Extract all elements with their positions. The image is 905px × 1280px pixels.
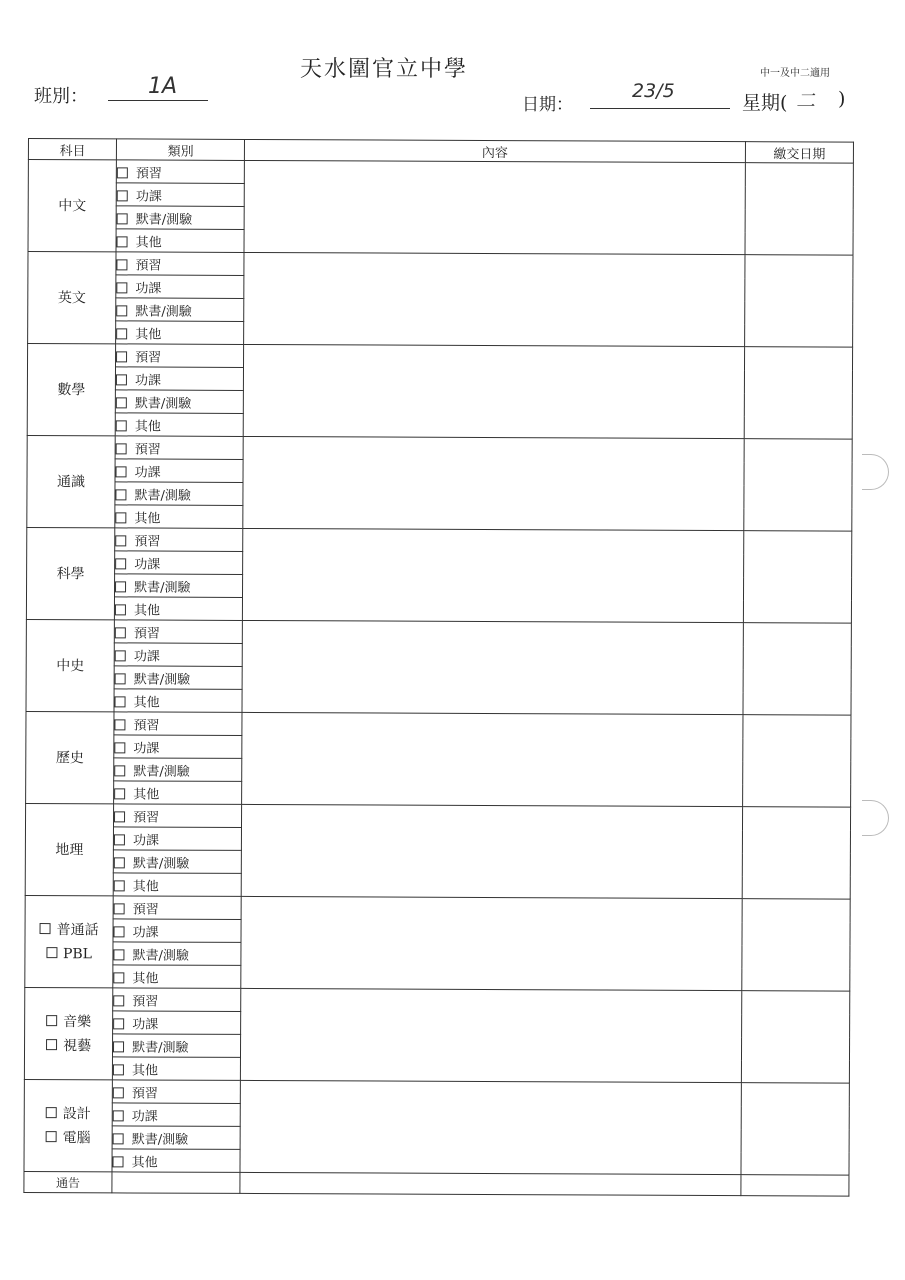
type-label: 功課	[132, 924, 159, 941]
type-label: 預習	[134, 441, 161, 458]
type-label: 預習	[134, 533, 161, 550]
type-label: 默書/測驗	[133, 763, 190, 780]
checkbox-icon[interactable]	[114, 834, 125, 845]
type-label: 其他	[134, 602, 161, 619]
punch-hole	[862, 454, 889, 490]
checkbox-icon[interactable]	[114, 857, 125, 868]
type-label: 其他	[135, 234, 162, 251]
subject-name: 設計	[62, 1105, 91, 1122]
due-date-cell[interactable]	[743, 531, 852, 623]
subject-name: 通識	[57, 473, 86, 490]
subject-cell	[26, 527, 114, 619]
subject-cell	[27, 344, 115, 436]
checkbox-icon[interactable]	[116, 420, 127, 431]
type-label: 其他	[133, 786, 160, 803]
content-cell[interactable]	[241, 804, 742, 898]
type-label: 默書/測驗	[135, 211, 193, 228]
type-option[interactable]	[115, 413, 243, 437]
notice-content-cell[interactable]	[240, 1172, 741, 1195]
due-date-cell[interactable]	[744, 347, 853, 439]
checkbox-icon[interactable]	[46, 1015, 57, 1026]
type-label: 其他	[131, 1062, 159, 1079]
subject-name: 英文	[57, 289, 86, 306]
type-label: 默書/測驗	[131, 1131, 189, 1148]
subject-cell	[26, 711, 114, 803]
content-cell[interactable]	[241, 896, 742, 990]
type-option[interactable]	[116, 321, 244, 345]
due-date-cell[interactable]	[741, 1083, 850, 1175]
checkbox-icon[interactable]	[113, 1110, 124, 1121]
type-option[interactable]	[114, 643, 242, 667]
date-underline	[590, 108, 730, 109]
type-option[interactable]	[115, 574, 243, 598]
type-option[interactable]	[114, 597, 242, 621]
type-option[interactable]	[113, 1034, 241, 1058]
notice-row	[24, 1171, 849, 1196]
type-label: 默書/測驗	[135, 303, 192, 320]
type-option[interactable]	[112, 1149, 240, 1173]
type-option[interactable]	[115, 390, 243, 414]
due-date-cell[interactable]	[742, 715, 851, 807]
checkbox-icon[interactable]	[116, 328, 127, 339]
due-date-cell[interactable]	[742, 899, 851, 991]
type-label: 默書/測驗	[132, 1039, 189, 1056]
content-cell[interactable]	[243, 344, 744, 438]
due-date-cell[interactable]	[743, 623, 852, 715]
type-label: 其他	[135, 326, 162, 343]
subject-cell[interactable]	[24, 987, 112, 1079]
type-option[interactable]	[113, 850, 241, 874]
type-label: 預習	[132, 901, 159, 918]
checkbox-icon[interactable]	[116, 443, 127, 454]
class-value[interactable]: 1A	[148, 74, 178, 99]
subject-name: PBL	[62, 945, 93, 962]
checkbox-icon[interactable]	[114, 788, 125, 799]
checkbox-icon[interactable]	[115, 673, 126, 684]
subject-label	[25, 917, 112, 941]
type-option[interactable]	[112, 1057, 240, 1081]
content-cell[interactable]	[241, 988, 742, 1082]
subject-cell	[28, 160, 116, 252]
subject-label	[26, 745, 113, 769]
subject-name: 電腦	[62, 1129, 91, 1146]
type-label: 默書/測驗	[133, 671, 191, 688]
type-label: 其他	[131, 1154, 158, 1171]
subject-label	[28, 286, 115, 310]
type-option[interactable]	[112, 1080, 240, 1104]
checkbox-icon[interactable]	[115, 535, 126, 546]
type-option[interactable]	[115, 528, 243, 552]
type-option[interactable]	[113, 896, 241, 920]
type-option[interactable]	[114, 804, 242, 828]
class-label: 班別：	[34, 86, 88, 107]
type-option[interactable]	[115, 436, 243, 460]
checkbox-icon[interactable]	[113, 1156, 124, 1167]
checkbox-icon[interactable]	[114, 903, 125, 914]
checkbox-icon[interactable]	[115, 512, 126, 523]
subject-label	[25, 941, 112, 965]
checkbox-icon[interactable]	[116, 466, 127, 477]
checkbox-icon[interactable]	[115, 650, 126, 661]
type-label: 功課	[132, 1016, 159, 1033]
header-due-date: 繳交日期	[745, 142, 853, 163]
checkbox-icon[interactable]	[116, 489, 127, 500]
type-option[interactable]	[114, 712, 242, 736]
subject-label	[25, 1101, 112, 1125]
type-label: 功課	[131, 1108, 158, 1125]
type-label: 默書/測驗	[132, 855, 190, 872]
type-label: 功課	[135, 188, 162, 205]
type-option[interactable]	[116, 183, 244, 207]
checkbox-icon[interactable]	[40, 923, 51, 934]
checkbox-icon[interactable]	[115, 558, 126, 569]
checkbox-icon[interactable]	[114, 949, 125, 960]
type-option[interactable]	[112, 1103, 240, 1127]
checkbox-icon[interactable]	[114, 742, 125, 753]
checkbox-icon[interactable]	[46, 1131, 57, 1142]
type-label: 預習	[135, 257, 162, 274]
type-label: 其他	[134, 418, 161, 435]
due-date-cell[interactable]	[744, 439, 853, 531]
type-label: 功課	[133, 648, 160, 665]
type-label: 預習	[132, 993, 159, 1010]
type-label: 功課	[133, 740, 160, 757]
type-label: 預習	[133, 625, 160, 642]
checkbox-icon[interactable]	[113, 972, 124, 983]
subject-name: 視藝	[63, 1037, 92, 1054]
type-option[interactable]	[116, 275, 244, 299]
subject-label	[27, 653, 114, 677]
checkbox-icon[interactable]	[114, 811, 125, 822]
type-option[interactable]	[113, 965, 241, 989]
content-cell[interactable]	[242, 620, 743, 714]
checkbox-icon[interactable]	[116, 397, 127, 408]
subject-name: 地理	[55, 841, 84, 858]
type-label: 其他	[134, 510, 161, 527]
checkbox-icon[interactable]	[113, 1041, 124, 1052]
type-label: 預習	[131, 1085, 158, 1102]
type-label: 默書/測驗	[134, 395, 192, 412]
notice-label: 通告	[24, 1171, 112, 1192]
subject-label	[25, 1125, 112, 1149]
type-option[interactable]	[113, 988, 241, 1012]
type-label: 其他	[133, 694, 160, 711]
subject-label	[27, 562, 114, 586]
checkbox-icon[interactable]	[113, 1018, 124, 1029]
type-option[interactable]	[114, 781, 242, 805]
subject-cell[interactable]	[25, 895, 113, 987]
homework-table	[23, 138, 854, 1197]
type-label: 功課	[132, 832, 160, 849]
weekday-close-paren: )	[838, 88, 846, 110]
type-label: 預習	[133, 717, 160, 734]
type-label: 默書/測驗	[134, 579, 191, 596]
checkbox-icon[interactable]	[113, 995, 124, 1006]
type-option[interactable]	[113, 827, 241, 851]
header-content: 內容	[245, 139, 746, 162]
type-option[interactable]	[116, 229, 244, 253]
checkbox-icon[interactable]	[115, 719, 126, 730]
checkbox-icon[interactable]	[117, 213, 128, 224]
type-label: 其他	[132, 878, 159, 895]
type-option[interactable]	[114, 758, 242, 782]
type-option[interactable]	[115, 551, 243, 575]
type-label: 預習	[135, 165, 162, 182]
type-label: 默書/測驗	[134, 487, 191, 504]
subject-name: 中文	[58, 197, 87, 214]
header-type: 類別	[116, 139, 244, 161]
type-option[interactable]	[115, 459, 243, 483]
type-option[interactable]	[115, 505, 243, 529]
type-label: 功課	[134, 556, 161, 573]
type-label: 默書/測驗	[132, 947, 189, 964]
type-option[interactable]	[116, 160, 244, 184]
school-title: 天水圍官立中學	[300, 57, 469, 82]
type-option[interactable]	[113, 873, 241, 897]
checkbox-icon[interactable]	[113, 1064, 124, 1075]
class-underline	[108, 100, 208, 101]
subject-cell	[25, 803, 113, 895]
subject-label	[29, 194, 116, 218]
checkbox-icon[interactable]	[114, 765, 125, 776]
subject-name: 音樂	[63, 1013, 92, 1030]
checkbox-icon[interactable]	[114, 880, 125, 891]
subject-cell	[28, 252, 116, 344]
type-option[interactable]	[114, 735, 242, 759]
checkbox-icon[interactable]	[116, 374, 127, 385]
type-label: 功課	[135, 280, 162, 297]
type-option[interactable]	[116, 298, 244, 322]
subject-cell	[26, 619, 114, 711]
content-cell[interactable]	[244, 252, 745, 346]
subject-label	[28, 378, 115, 402]
checkbox-icon[interactable]	[116, 305, 127, 316]
content-cell[interactable]	[243, 528, 744, 622]
type-option[interactable]	[113, 919, 241, 943]
subject-name: 中史	[56, 657, 85, 674]
due-date-cell[interactable]	[742, 807, 851, 899]
subject-cell	[27, 435, 115, 527]
subject-label	[25, 1033, 112, 1057]
checkbox-icon[interactable]	[116, 351, 127, 362]
checkbox-icon[interactable]	[46, 947, 57, 958]
checkbox-icon[interactable]	[46, 1039, 57, 1050]
checkbox-icon[interactable]	[115, 627, 126, 638]
checkbox-icon[interactable]	[116, 282, 127, 293]
checkbox-icon[interactable]	[46, 1107, 57, 1118]
date-value[interactable]: 23/5	[632, 80, 675, 102]
weekday-value[interactable]: 二	[796, 90, 816, 112]
punch-hole	[862, 800, 889, 836]
type-option[interactable]	[114, 689, 242, 713]
content-cell[interactable]	[244, 160, 745, 254]
checkbox-icon[interactable]	[117, 259, 128, 270]
content-cell[interactable]	[243, 436, 744, 530]
checkbox-icon[interactable]	[117, 167, 128, 178]
type-option[interactable]	[112, 1126, 240, 1150]
subject-label	[27, 470, 114, 494]
content-cell[interactable]	[242, 712, 743, 806]
subject-name: 普通話	[56, 921, 99, 938]
type-label: 功課	[135, 372, 162, 389]
weekday-label: 星期(	[742, 92, 788, 114]
content-cell[interactable]	[240, 1080, 741, 1174]
type-option[interactable]	[114, 666, 242, 690]
due-date-cell[interactable]	[745, 163, 854, 255]
type-label: 其他	[132, 970, 159, 987]
notice-type-cell[interactable]	[112, 1172, 240, 1194]
type-option[interactable]	[113, 1011, 241, 1035]
type-option[interactable]	[115, 367, 243, 391]
due-date-cell[interactable]	[744, 255, 853, 347]
subject-cell[interactable]	[24, 1079, 112, 1171]
subject-name: 歷史	[55, 749, 84, 766]
type-option[interactable]	[113, 942, 241, 966]
checkbox-icon[interactable]	[113, 1087, 124, 1098]
due-date-cell[interactable]	[741, 991, 850, 1083]
type-label: 功課	[134, 464, 161, 481]
checkbox-icon[interactable]	[113, 1133, 124, 1144]
checkbox-icon[interactable]	[115, 581, 126, 592]
subject-label	[26, 837, 113, 861]
checkbox-icon[interactable]	[115, 604, 126, 615]
type-label: 預習	[133, 809, 160, 826]
applicable-note: 中一及中二適用	[760, 68, 830, 79]
type-option[interactable]	[115, 482, 243, 506]
type-option[interactable]	[114, 620, 242, 644]
subject-label	[25, 1009, 112, 1033]
type-label: 預習	[135, 349, 162, 366]
header-subject: 科目	[28, 139, 116, 160]
date-label: 日期：	[522, 95, 573, 115]
subject-name: 數學	[57, 381, 86, 398]
checkbox-icon[interactable]	[117, 236, 128, 247]
type-option[interactable]	[116, 252, 244, 276]
checkbox-icon[interactable]	[117, 190, 128, 201]
type-option[interactable]	[116, 344, 244, 368]
checkbox-icon[interactable]	[114, 926, 125, 937]
type-option[interactable]	[116, 206, 244, 230]
subject-name: 科學	[56, 565, 85, 582]
checkbox-icon[interactable]	[115, 696, 126, 707]
notice-due-date-cell[interactable]	[741, 1175, 849, 1196]
